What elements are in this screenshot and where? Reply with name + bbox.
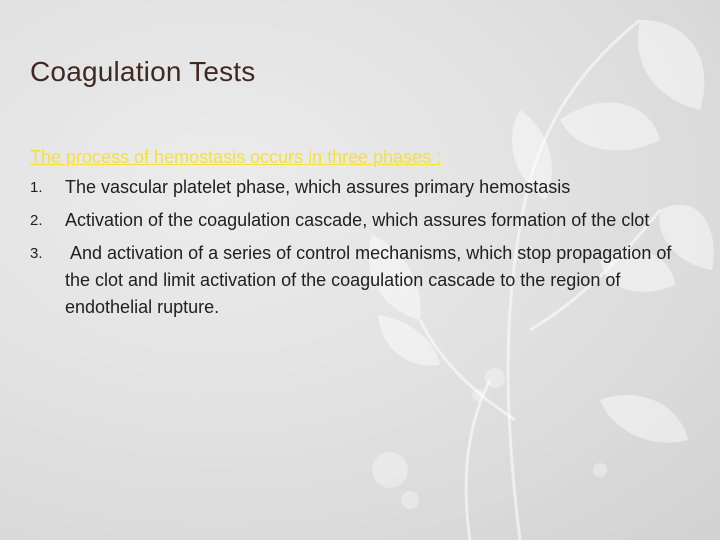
slide-title: Coagulation Tests xyxy=(30,56,256,87)
list-item xyxy=(30,207,680,234)
list-item-number: 3. xyxy=(30,245,43,262)
list-item-text: The vascular platelet phase, which assures primary hemostasis xyxy=(65,177,571,197)
slide-body xyxy=(30,144,680,327)
intro-heading: The process of hemostasis occurs in three phases : xyxy=(30,147,442,167)
list-item-number: 1. xyxy=(30,179,43,196)
list-item-text: Activation of the coagulation cascade, which assures formation of the clot xyxy=(65,210,650,230)
list-item-number: 2. xyxy=(30,212,43,229)
list-item-text: And activation of a series of control mechanisms, which stop propagation of the clot and limit activation of the coagulation cascade to the region of endothelial rupture. xyxy=(65,243,677,317)
list-item xyxy=(30,174,680,201)
phase-list xyxy=(30,174,680,321)
list-item xyxy=(30,240,680,321)
